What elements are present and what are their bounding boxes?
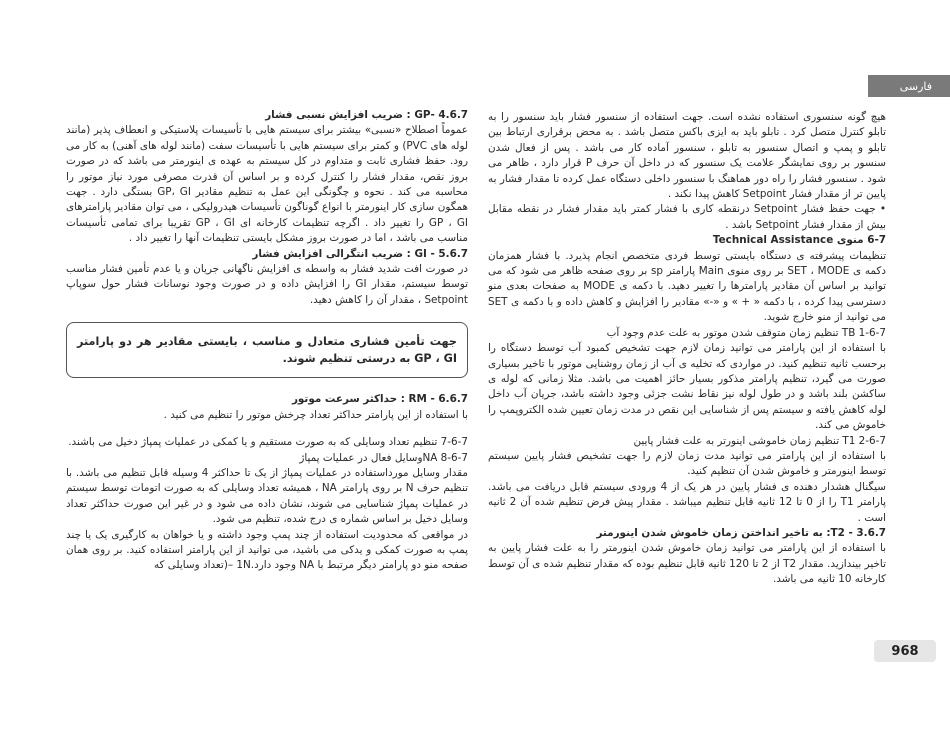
note-box: جهت تأمین فشاری متعادل و مناسب ، بایستی مقادیر هر دو پارامتر GP ، GI به درستی تنظیم شوند. [66, 322, 468, 378]
language-tab-label: فارسی [899, 79, 932, 93]
page-number-label: 968 [891, 643, 919, 659]
right-column [488, 110, 886, 588]
section-heading: 5.6.7 - GI : ضریب انتگرالی افزایش فشار [252, 247, 468, 260]
section-heading: 6.6.7 - RM : حداکثر سرعت موتور [291, 393, 468, 406]
section-heading: 6-7 منوی Technical Assistance [712, 234, 886, 247]
paragraph: با استفاده از این پارامتر می توانید زمان لازم جهت تشخیص کمبود آب توسط دستگاه را برحسب ثانیه تنظیم کنید. در مواردی که تخلیه ی آب از زمان روشنایی موتور با تاخیر بسیاری صورت می گیرد، تنظیم پارامتر مذکور بسیار حائز اهمیت می باشد. مثلا زمانی که لوله ی ساکشن بلند باشد و در طول لوله نیز نقاط نشت جزئی وجود داشته باشد، جریان آب داخل لوله کاهش یافته و سیستم پس از شناسایی این نقص در مدت زمان تعیین شده الکتروپمپ را خاموش می کند. [488, 342, 886, 432]
paragraph: تنظیمات پیشرفته ی دستگاه بایستی توسط فردی متخصص انجام پذیرد. با فشار همزمان دکمه ی SET ، MODE بر روی منوی Main پارامتر sp بر روی صفحه ظاهر می شود که می توانید بر اساس آن مقادیر پارامترها را تغییر دهید. با دکمه ی MODE به صفحات بعدی منو دسترسی پیدا کرده ، با دکمه « + » و «-» مقادیر را افزایش و کاهش داده و با دکمه ی SET می توانید از منو خارج شوید. [488, 249, 886, 324]
paragraph: در مواقعی که محدودیت استفاده از چند پمپ وجود داشته و یا خواهان به کارگیری یک یا چند پمپ به صورت کمکی و یدکی می باشید، می توانید از این پارامتر استفاده کنید. بر روی همان صفحه منو دو پارامتر دیگر مرتبط با NA وجود دارد.1N –(تعداد وسایلی که [66, 528, 468, 572]
paragraph: • جهت حفظ فشار Setpoint درنقطه کاری با فشار کمتر باید مقدار فشار در نقطه مقابل بیش از مقدار فشار Setpoint باشد . [488, 203, 886, 231]
paragraph: 7-6-7 تنظیم تعداد وسایلی که به صورت مستقیم و یا کمکی در عملیات پمپاژ دخیل می باشند. [68, 436, 468, 449]
left-column [66, 108, 468, 574]
paragraph: با استفاده از این پارامتر حداکثر تعداد چرخش موتور را تنظیم می کنید . [163, 408, 468, 421]
section-heading: 4.6.7 -GP : ضریب افزایش نسبی فشار [265, 109, 468, 121]
paragraph: NA 8-6-7وسایل فعال در عملیات پمپاژ [299, 451, 468, 464]
language-tab [868, 75, 950, 97]
paragraph: با استفاده از این پارامتر می توانید زمان خاموش شدن اینورمتر را به علت فشار پایین به تاخیر بیندازید. مقدار T2 از 2 تا 120 ثانیه قابل تنظیم بوده که مقدار تنظیم شده ی آن توسط کارخانه 10 ثانیه می باشد. [488, 542, 886, 586]
paragraph: TB 1-6-7 تنظیم زمان متوقف شدن موتور به علت عدم وجود آب [606, 326, 886, 339]
paragraph: هیچ گونه سنسوری استفاده نشده است. جهت استفاده از سنسور فشار باید سنسور را به تابلو کنترل متصل کرد . تابلو باید به ایزی باکس متصل باشد . به محض برقراری ارتباط بین تابلو و پمپ و اتصال سنسور به تابلو ، سنسور آماده کار می باشد . پس از فعال شدن سنسور بر روی نمایشگر علامت یک سنسور که در داخل آن حرف P قرار دارد ، ظاهر می شود . سنسور فشار را راه دور هماهنگ با سنسور داخلی دستگاه عمل کرده تا مقدار فشار به پایین تر از مقدار فشار Setpoint کاهش پیدا نکند . [488, 111, 886, 201]
paragraph: در صورت افت شدید فشار به واسطه ی افزایش ناگهانی جریان و یا عدم تأمین فشار مناسب توسط سیستم، مقدار GI را افزایش داده و در صورت وجود نوسانات فشار حول سوپاپ Setpoint ، مقدار آن را کاهش دهید. [66, 263, 469, 306]
paragraph: سیگنال هشدار دهنده ی فشار پایین در هر یک از 4 ورودی سیستم قابل دریافت می باشد. پارامتر T1 را از 0 تا 12 ثانیه قابل تنظیم میباشد . مقدار پیش فرض تنظیم شده آن 2 ثانیه است . [488, 480, 886, 524]
paragraph: مقدار وسایل مورداستفاده در عملیات پمپاژ از یک تا حداکثر 4 وسیله قابل تنظیم می باشد. با تنظیم حرف N بر روی پارامتر NA ، همیشه تعداد وسایلی که به صورت اتومات توسط سیستم در عملیات پمپاژ شناسایی می شوند، نشان داده می شود و در غیر این صورت حداکثر تعداد وسایل دخیل بر اساس شماره ی درج شده، تنظیم می شود. [66, 466, 468, 526]
paragraph: T1 2-6-7 تنظیم زمان خاموشی اینورتر به علت فشار پایین [633, 434, 886, 447]
spacer [66, 423, 468, 435]
page-number [874, 640, 936, 662]
paragraph: با استفاده از این پارامتر می توانید مدت زمان لازم را جهت تشخیص فشار پایین سیستم توسط اینورمتر و خاموش شدن آن تنظیم کنید. [488, 449, 886, 478]
paragraph: عموماً اصطلاح «نسبی» بیشتر برای سیستم هایی با تأسیسات پلاستیکی و انعطاف پذیر (مانند لوله های PVC) و کمتر برای سیستم هایی با تأسیسات سفت (مانند لوله های آهنی) به کار می رود. حفظ فشاری ثابت و متداوم در کل سیستم به عهده ی اینورمتر می باشد که در صورت بروز نقص، مقدار فشار را کنترل کرده و بر اساس آن قدرت مصرفی مورد نیاز موتور را محاسبه می کند . نحوه و چگونگی این عمل به تنظیم مقادیر GP، GI بستگی دارد . جهت همگون سازی کار اینورمتر با انواع گوناگون تأسیسات هیدرولیکی ، می توان مقادیر پارامترهای GP ، GI را تغییر داد . اگرچه تنظیمات کارخانه ای GP ، GI تقریبا برای تمامی تأسیسات مناسب می باشد ، اما در صورت بروز مشکل بایستی تنظیمات آنها را تغییر داد . [66, 124, 469, 245]
section-heading: 3.6.7 - T2: به تاخیر انداختن زمان خاموش شدن اینورمتر [596, 526, 886, 539]
